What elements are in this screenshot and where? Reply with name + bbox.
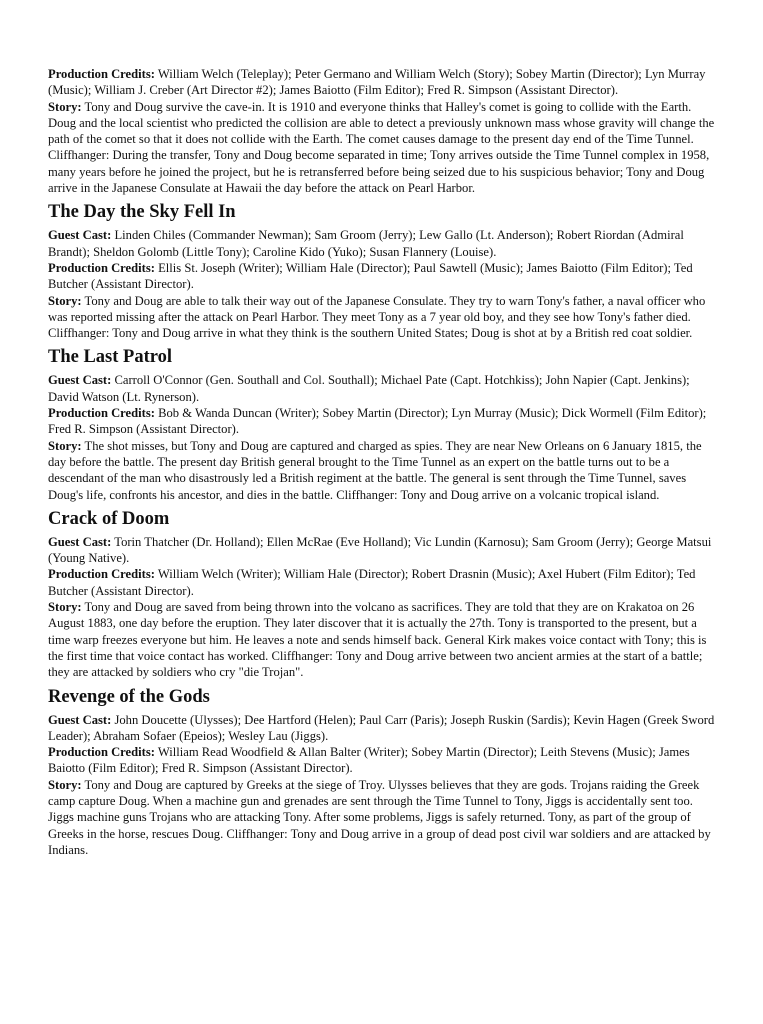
production-credits-label: Production Credits:	[48, 567, 155, 582]
story-label: Story:	[48, 99, 82, 114]
episode-title: Crack of Doom	[48, 508, 170, 529]
episode-title: Revenge of the Gods	[48, 686, 210, 707]
guest-cast-label: Guest Cast:	[48, 534, 112, 549]
guest-cast-paragraph	[48, 712, 715, 745]
production-credits-text: Ellis St. Joseph (Writer); William Hale (Director); Paul Sawtell (Music); James Baiotto (Film Editor); Ted Butcher (Assistant Director).	[48, 260, 693, 292]
episode-section	[48, 346, 715, 502]
production-credits-paragraph	[48, 260, 715, 293]
production-credits-label: Production Credits:	[48, 406, 155, 421]
story-text: Tony and Doug survive the cave-in. It is 1910 and everyone thinks that Halley's comet is going to collide with the Earth. Doug and the local scientist who predicted the collision are able to detect a previously unknown mass whose gravity will change the path of the comet so that it does not collide with the Earth. The comet causes damage to the present day end of the Time Tunnel. Cliffhanger: During the transfer, Tony and Doug become separated in time; Tony arrives outside the Time Tunnel complex in 1958, many years before he joined the project, but he is retransferred before being seized due to his suspicious behavior; Tony and Doug arrive in the Japanese Consulate at Hawaii the day before the attack on Pearl Harbor.	[48, 99, 715, 196]
episode-title: The Day the Sky Fell In	[48, 202, 236, 223]
guest-cast-text: Linden Chiles (Commander Newman); Sam Groom (Jerry); Lew Gallo (Lt. Anderson); Robert Riordan (Admiral Brandt); Sheldon Golomb (Little Tony); Caroline Kido (Yuko); Susan Flannery (Louise).	[48, 228, 684, 259]
production-credits-paragraph	[48, 566, 715, 599]
story-label: Story:	[48, 438, 82, 453]
story-paragraph	[48, 777, 715, 858]
production-credits-paragraph	[48, 744, 715, 777]
story-text: The shot misses, but Tony and Doug are captured and charged as spies. They are near New Orleans on 6 January 1815, the day before the battle. The present day British general brought to the Time Tunnel as an expert on the battle turns out to be a descendant of the man who disastrously led a British regiment at the battle. The general is sent through the Time Tunnel, saves Doug's life, confronts his ancestor, and dies in the battle. Cliffhanger: Tony and Doug arrive on a volcanic tropical island.	[48, 438, 702, 502]
story-text: Tony and Doug are able to talk their way out of the Japanese Consulate. They try to warn Tony's father, a naval officer who was reported missing after the attack on Pearl Harbor. They meet Tony as a 7 year old boy, and they see how Tony's father died. Cliffhanger: Tony and Doug arrive in what they think is the southern United States; Doug is shot at by a British red coat soldier.	[48, 293, 706, 341]
production-credits-label: Production Credits:	[48, 67, 155, 81]
production-credits-paragraph	[48, 66, 715, 99]
story-paragraph	[48, 293, 715, 342]
guest-cast-text: Carroll O'Connor (Gen. Southall and Col. Southall); Michael Pate (Capt. Hotchkiss); John Napier (Capt. Jenkins); David Watson (Lt. Rynerson).	[48, 373, 690, 404]
production-credits-text: William Read Woodfield & Allan Balter (Writer); Sobey Martin (Director); Leith Stevens (Music); James Baiotto (Film Editor); Fred R. Simpson (Assistant Director).	[48, 745, 690, 776]
guest-cast-label: Guest Cast:	[48, 373, 112, 388]
story-text: Tony and Doug are captured by Greeks at the siege of Troy. Ulysses believes that they are gods. Trojans raiding the Greek camp capture Doug. When a machine gun and grenades are sent through the Time Tunnel to Tony, Jiggs is accidentally sent too. Jiggs machine guns Trojans who are attacking Tony. After some problems, Jiggs is safely returned. Tony, as part of the group of Greeks in the horse, rescues Doug. Cliffhanger: Tony and Doug arrive in a group of dead post civil war soldiers and are attacked by Indians.	[48, 777, 711, 857]
story-paragraph	[48, 99, 715, 197]
production-credits-text: William Welch (Teleplay); Peter Germano and William Welch (Story); Sobey Martin (Director); Lyn Murray (Music); William J. Creber (Art Director #2); James Baiotto (Film Editor); Fred R. Simpson (Assistant Director).	[48, 67, 706, 98]
guest-cast-label: Guest Cast:	[48, 712, 112, 727]
story-label: Story:	[48, 777, 82, 792]
intro-section	[48, 66, 715, 196]
episode-section	[48, 508, 715, 681]
guest-cast-text: John Doucette (Ulysses); Dee Hartford (Helen); Paul Carr (Paris); Joseph Ruskin (Sardis); Kevin Hagen (Greek Sword Leader); Abraham Sofaer (Epeios); Wesley Lau (Jiggs).	[48, 712, 715, 743]
production-credits-paragraph	[48, 405, 715, 438]
story-paragraph	[48, 438, 715, 503]
guest-cast-label: Guest Cast:	[48, 228, 112, 243]
guest-cast-text: Torin Thatcher (Dr. Holland); Ellen McRae (Eve Holland); Vic Lundin (Karnosu); Sam Groom (Jerry); George Matsui (Young Native).	[48, 534, 712, 566]
episode-section	[48, 201, 715, 341]
production-credits-label: Production Credits:	[48, 745, 155, 760]
story-text: Tony and Doug are saved from being thrown into the volcano as sacrifices. They are told that they are on Krakatoa on 26 August 1883, one day before the eruption. They later discover that it is actually the 27th. Tony is transported to the present, but a time warp freezes everyone but him. He leaves a note and sends himself back. General Kirk makes voice contact with Tony; this is the first time that voice contact has worked. Cliffhanger: Tony and Doug arrive between two ancient armies at the start of a battle; they are attacked by soldiers who cry "die Trojan".	[48, 600, 707, 680]
episode-section	[48, 686, 715, 859]
guest-cast-paragraph	[48, 227, 715, 260]
production-credits-label: Production Credits:	[48, 260, 155, 275]
story-label: Story:	[48, 600, 82, 615]
story-label: Story:	[48, 293, 82, 308]
production-credits-text: Bob & Wanda Duncan (Writer); Sobey Martin (Director); Lyn Murray (Music); Dick Wormell (Film Editor); Fred R. Simpson (Assistant Director).	[48, 406, 707, 437]
production-credits-text: William Welch (Writer); William Hale (Director); Robert Drasnin (Music); Axel Hubert (Film Editor); Ted Butcher (Assistant Director).	[48, 567, 696, 598]
guest-cast-paragraph	[48, 372, 715, 405]
guest-cast-paragraph	[48, 534, 715, 567]
story-paragraph	[48, 599, 715, 680]
document-page	[48, 66, 715, 858]
episode-title: The Last Patrol	[48, 347, 173, 368]
